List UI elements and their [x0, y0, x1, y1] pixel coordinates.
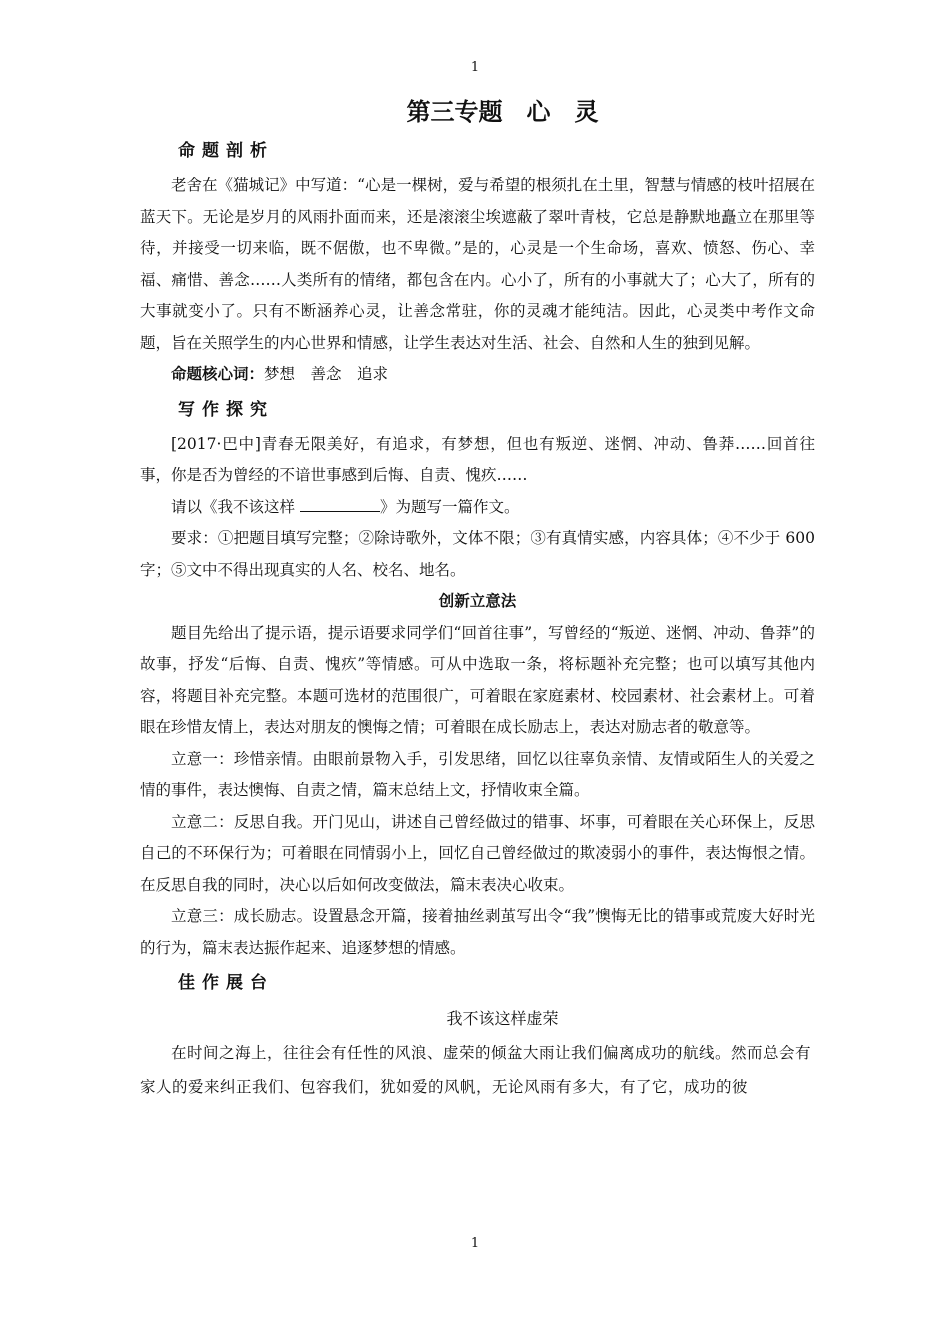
page-number-top: 1 — [470, 60, 480, 75]
essay-title: 我不该这样虚荣 — [446, 1009, 559, 1028]
section-heading-analysis: 命题剖析 — [178, 141, 274, 161]
title-blank — [300, 497, 380, 512]
page-number-bottom: 1 — [470, 1236, 480, 1251]
task-text-before: 请以《我不该这样 — [171, 497, 300, 516]
section-heading-showcase: 佳作展台 — [178, 973, 274, 993]
prompt-paragraph: [2017·巴中]青春无限美好，有追求，有梦想，但也有叛逆、迷惘、冲动、鲁莽……回首往事，你是否为曾经的不谙世事感到后悔、自责、愧疚…… — [140, 434, 815, 484]
method-subheading: 创新立意法 — [438, 592, 517, 610]
idea-one: 立意一：珍惜亲情。由眼前景物入手，引发思绪，回忆以往辜负亲情、友情或陌生人的关爱之情的事件，表达懊悔、自责之情，篇末总结上文，抒情收束全篇。 — [140, 749, 815, 799]
method-analysis: 题目先给出了提示语，提示语要求同学们“回首往事”，写曾经的“叛逆、迷惘、冲动、鲁莽”的故事，抒发“后悔、自责、愧疚”等情感。可从中选取一条，将标题补充完整；也可以填写其他内容，将题目补充完整。本题可选材的范围很广，可着眼在家庭素材、校园素材、社会素材上。可着眼在珍惜友情上，表达对朋友的懊悔之情；可着眼在成长励志上，表达对励志者的敬意等。 — [140, 623, 815, 736]
analysis-paragraph: 老舍在《猫城记》中写道：“心是一棵树，爱与希望的根须扎在土里，智慧与情感的枝叶招展在蓝天下。无论是岁月的风雨扑面而来，还是滚滚尘埃遮蔽了翠叶青枝，它总是静默地矗立在那里等待，并接受一切来临，既不倨傲，也不卑微。”是的，心灵是一个生命场，喜欢、愤怒、伤心、幸福、痛惜、善念……人类所有的情绪，都包含在内。心小了，所有的小事就大了；心大了，所有的大事就变小了。只有不断涵养心灵，让善念常驻，你的灵魂才能纯洁。因此，心灵类中考作文命题，旨在关照学生的内心世界和情感，让学生表达对生活、社会、自然和人生的独到见解。 — [140, 176, 815, 352]
task-text-after: 》为题写一篇作文。 — [379, 497, 520, 516]
idea-three: 立意三：成长励志。设置悬念开篇，接着抽丝剥茧写出令“我”懊悔无比的错事或荒废大好时光的行为，篇末表达振作起来、追逐梦想的情感。 — [140, 907, 815, 957]
task-paragraph — [140, 492, 815, 524]
keywords-line — [140, 359, 815, 391]
page-content — [140, 92, 815, 1104]
essay-paragraph: 在时间之海上，往往会有任性的风浪、虚荣的倾盆大雨让我们偏离成功的航线。然而总会有家人的爱来纠正我们、包容我们，犹如爱的风帆，无论风雨有多大，有了它，成功的彼 — [140, 1044, 812, 1096]
idea-two: 立意二：反思自我。开门见山，讲述自己曾经做过的错事、坏事，可着眼在关心环保上，反思自己的不环保行为；可着眼在同情弱小上，回忆自己曾经做过的欺凌弱小的事件，表达悔恨之情。在反思自我的同时，决心以后如何改变做法，篇末表决心收束。 — [140, 812, 815, 894]
keywords-value: 梦想 善念 追求 — [264, 365, 389, 383]
page-title: 第三专题 心 灵 — [406, 98, 599, 126]
section-heading-explore: 写作探究 — [178, 399, 274, 420]
keywords-label: 命题核心词： — [171, 365, 265, 383]
requirements-paragraph: 要求：①把题目填写完整；②除诗歌外，文体不限；③有真情实感，内容具体；④不少于 600 字；⑤文中不得出现真实的人名、校名、地名。 — [140, 529, 815, 579]
